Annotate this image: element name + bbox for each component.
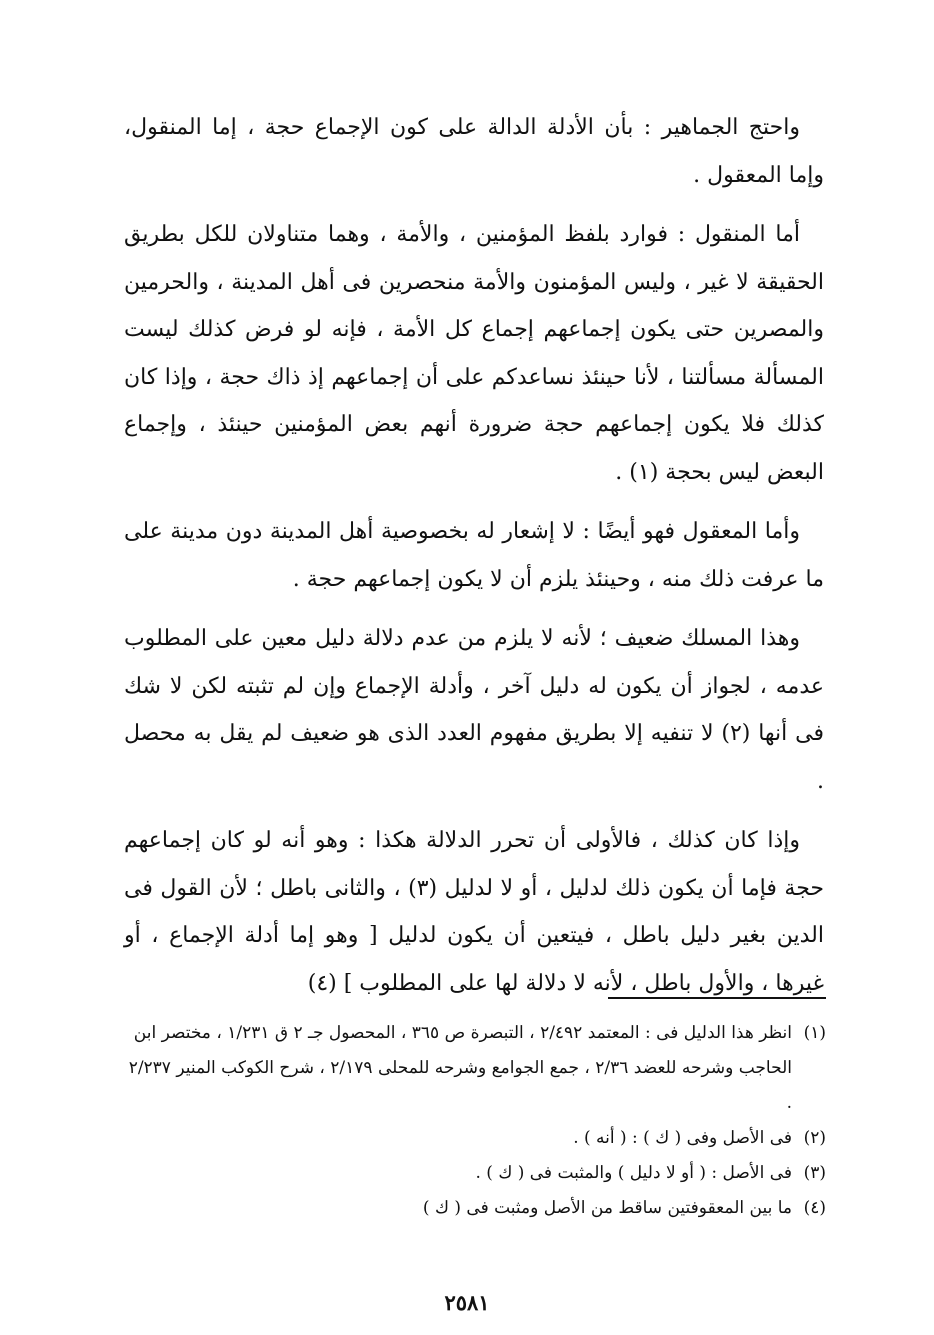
footnote-1 bbox=[124, 1016, 826, 1121]
paragraph-1: واحتج الجماهير : بأن الأدلة الدالة على كون الإجماع حجة ، إما المنقول، وإما المعقول . bbox=[124, 115, 824, 188]
paragraph-3: وأما المعقول فهو أيضًا : لا إشعار له بخصوصية أهل المدينة دون مدينة على ما عرفت ذلك منه ، وحينئذ يلزم أن لا يكون إجماعهم حجة . bbox=[124, 519, 824, 592]
footnote-number: (١) bbox=[803, 1023, 826, 1043]
footnote-text: فى الأصل وفى ( ك ) : ( أنه ) . bbox=[573, 1128, 792, 1148]
footnotes bbox=[124, 1016, 826, 1226]
footnote-3 bbox=[124, 1156, 826, 1191]
footnote-4 bbox=[124, 1191, 826, 1226]
paragraph-5: وإذا كان كذلك ، فالأولى أن تحرر الدلالة هكذا : وهو أنه لو كان إجماعهم حجة فإما أن يكون ذلك لدليل ، أو لا لدليل (٣) ، والثانى باطل ؛ لأن القول فى الدين بغير دليل باطل ، فيتعين أن يكون لدليل [ وهو إما أدلة الإجماع ، أو غيرها ، والأول باطل ، لأنه لا دلالة لها على المطلوب ] (٤) bbox=[124, 828, 824, 996]
footnote-number: (٣) bbox=[803, 1163, 826, 1183]
page-number: ٢٥٨١ bbox=[444, 1290, 490, 1315]
footnote-separator bbox=[608, 997, 826, 999]
paragraph-2: أما المنقول : فوارد بلفظ المؤمنين ، والأمة ، وهما متناولان للكل بطريق الحقيقة لا غير ، وليس المؤمنون والأمة منحصرين فى أهل المدينة ، والحرمين والمصرين حتى يكون إجماعهم إجماع كل الأمة ، فإنه لو فرض كذلك ليست المسألة مسألتنا ، لأنا حينئذ نساعدكم على أن إجماعهم إذ ذاك حجة ، وإذا كان كذلك فلا يكون إجماعهم حجة ضرورة أنهم بعض المؤمنين حينئذ ، وإجماع البعض ليس بحجة (١) . bbox=[124, 222, 824, 485]
footnote-number: (٤) bbox=[803, 1198, 826, 1218]
footnote-number: (٢) bbox=[803, 1128, 826, 1148]
main-text bbox=[124, 104, 824, 1019]
footnote-2 bbox=[124, 1121, 826, 1156]
footnote-text: انظر هذا الدليل فى : المعتمد ٢/٤٩٢ ، التبصرة ص ٣٦٥ ، المحصول جـ ٢ ق ١/٢٣١ ، مختصر ابن الحاجب وشرحه للعضد ٢/٣٦ ، جمع الجوامع وشرحه للمحلى ٢/١٧٩ ، شرح الكوكب المنير ٢/٢٣٧ . bbox=[128, 1023, 792, 1113]
footnote-text: ما بين المعقوفتين ساقط من الأصل ومثبت فى ( ك ) bbox=[422, 1198, 792, 1218]
paragraph-4: وهذا المسلك ضعيف ؛ لأنه لا يلزم من عدم دلالة دليل معين على المطلوب عدمه ، لجواز أن يكون له دليل آخر ، وأدلة الإجماع وإن لم تثبته لكن لا شك فى أنها (٢) لا تنفيه إلا بطريق مفهوم العدد الذى هو ضعيف لم يقل به محصل . bbox=[124, 626, 824, 794]
footnote-text: فى الأصل : ( أو لا دليل ) والمثبت فى ( ك ) . bbox=[475, 1163, 792, 1183]
